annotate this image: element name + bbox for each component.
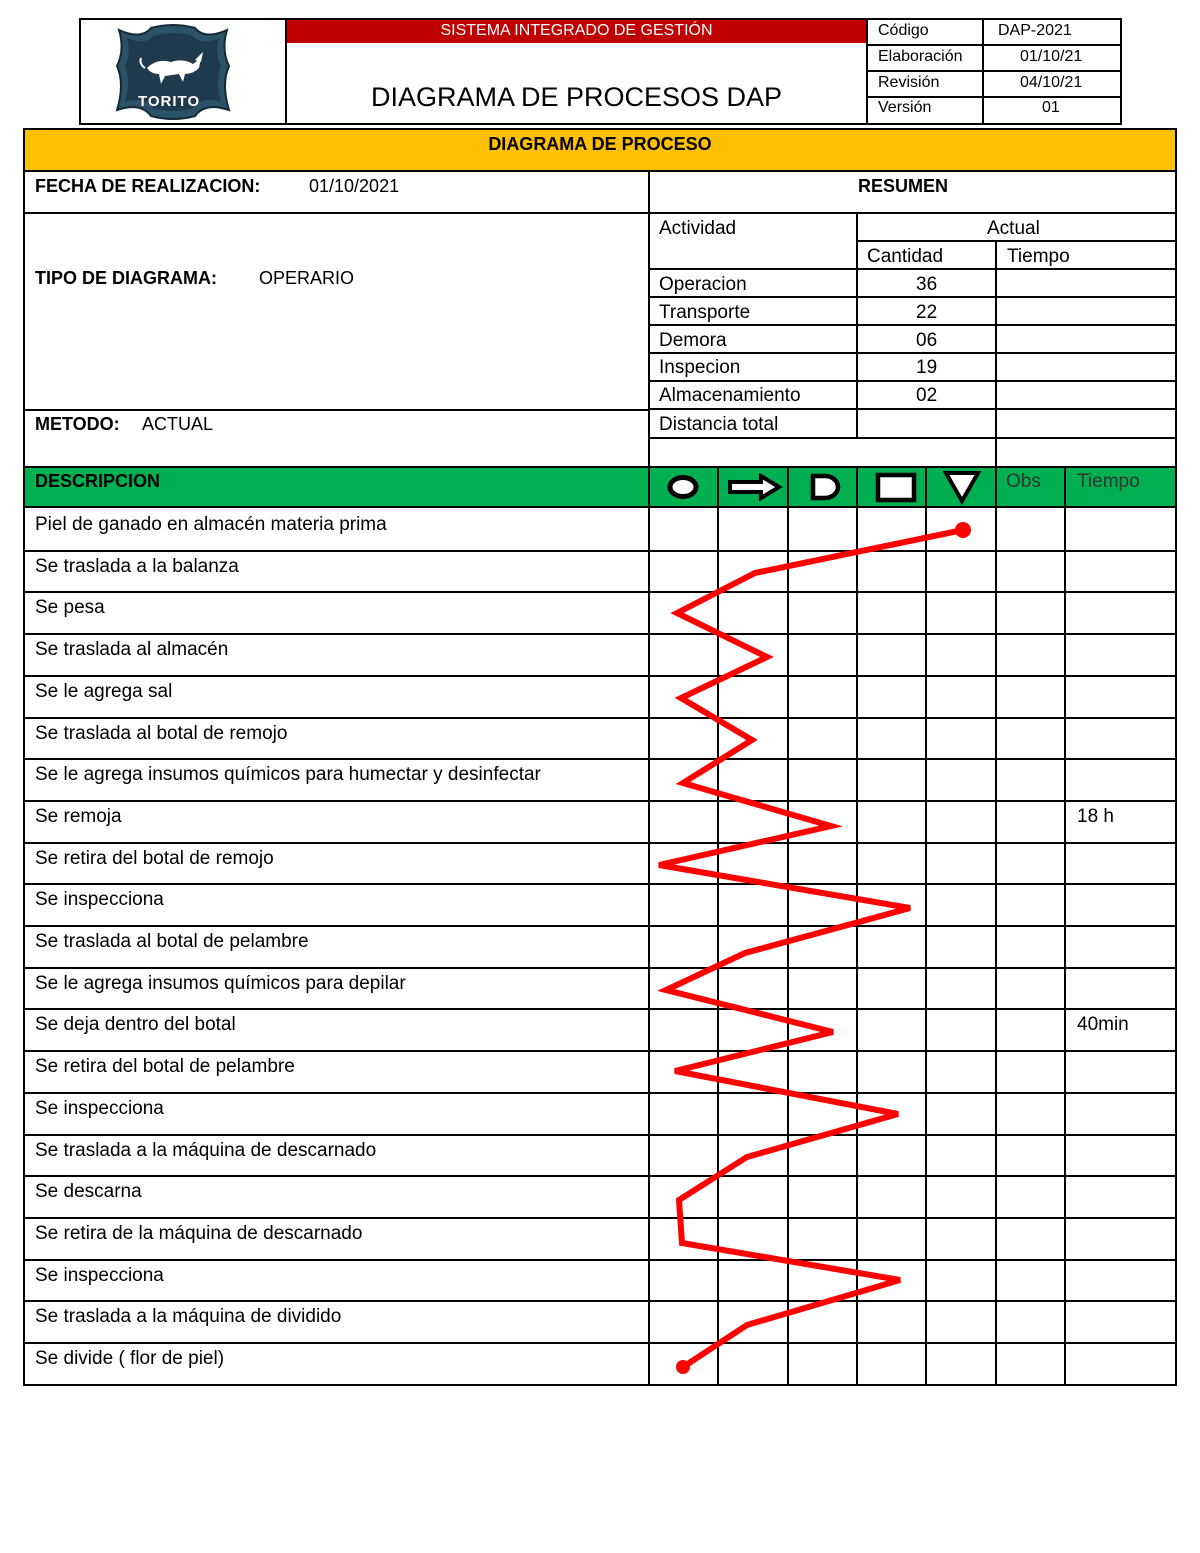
logo-text: TORITO [138, 93, 201, 110]
grid-row-line [23, 1342, 1177, 1344]
resumen-cantidad-transporte: 22 [916, 302, 938, 323]
step-description: Se traslada al almacén [35, 639, 229, 660]
grid-row-line [23, 1175, 1177, 1177]
step-description: Se le agrega sal [35, 681, 173, 702]
section-title: DIAGRAMA DE PROCESO [488, 134, 712, 154]
resumen-cantidad-demora: 06 [916, 330, 938, 351]
grid-row-line [23, 842, 1177, 844]
step-description: Se le agrega insumos químicos para humectar y desinfectar [35, 764, 541, 785]
step-description: Se retira del botal de pelambre [35, 1056, 295, 1077]
step-tiempo: 18 h [1077, 806, 1114, 827]
fecha-value: 01/10/2021 [309, 176, 400, 196]
step-description: Se inspecciona [35, 1265, 164, 1286]
descripcion-header: DESCRIPCION [35, 471, 161, 491]
step-description: Se descarna [35, 1181, 142, 1202]
step-description: Se retira del botal de remojo [35, 848, 274, 869]
meta-codigo-label: Código [878, 22, 929, 39]
flow-polyline [659, 530, 963, 1367]
grid-border-left [23, 508, 25, 1386]
step-description: Piel de ganado en almacén materia prima [35, 514, 387, 535]
meta-version-value: 01 [1042, 99, 1060, 116]
resumen-activity-inspecion: Inspecion [659, 357, 741, 378]
step-description: Se traslada al botal de remojo [35, 723, 288, 744]
grid-row-line [23, 883, 1177, 885]
transport-arrow-icon [727, 473, 783, 501]
metodo-value: ACTUAL [142, 414, 214, 434]
grid-row-line [23, 1092, 1177, 1094]
actividad-header: Actividad [659, 218, 737, 239]
step-description: Se pesa [35, 597, 105, 618]
step-description: Se deja dentro del botal [35, 1014, 236, 1035]
step-description: Se inspecciona [35, 1098, 164, 1119]
cantidad-header: Cantidad [867, 246, 944, 267]
grid-row-line [23, 1050, 1177, 1052]
resumen-activity-operacion: Operacion [659, 274, 747, 295]
fecha-label: FECHA DE REALIZACION: [35, 176, 261, 196]
inspection-square-icon [875, 472, 917, 503]
operation-circle-icon [666, 474, 700, 500]
grid-row-line [23, 675, 1177, 677]
grid-row-line [23, 550, 1177, 552]
grid-row-line [23, 717, 1177, 719]
meta-revision-label: Revisión [878, 74, 940, 91]
meta-codigo-value: DAP-2021 [998, 22, 1072, 39]
obs-header: Obs [1006, 471, 1041, 492]
grid-row-line [23, 925, 1177, 927]
step-description: Se traslada a la máquina de descarnado [35, 1140, 377, 1161]
grid-row-line [23, 1008, 1177, 1010]
step-description: Se le agrega insumos químicos para depilar [35, 973, 406, 994]
step-description: Se retira de la máquina de descarnado [35, 1223, 363, 1244]
resumen-cantidad-operacion: 36 [916, 274, 938, 295]
step-description: Se divide ( flor de piel) [35, 1348, 225, 1369]
tiempo-table-header: Tiempo [1077, 471, 1140, 492]
meta-elaboracion-label: Elaboración [878, 48, 963, 65]
grid-row-line [23, 633, 1177, 635]
resumen-cantidad-almacenamiento: 02 [916, 385, 938, 406]
grid-row-line [23, 758, 1177, 760]
grid-row-line [23, 967, 1177, 969]
distancia-total-label: Distancia total [659, 414, 779, 435]
system-title: SISTEMA INTEGRADO DE GESTIÓN [440, 22, 713, 39]
meta-version-label: Versión [878, 99, 932, 116]
resumen-activity-demora: Demora [659, 330, 727, 351]
meta-elaboracion-value: 01/10/21 [1020, 48, 1083, 65]
tipo-value: OPERARIO [259, 268, 355, 288]
step-description: Se traslada a la máquina de dividido [35, 1306, 342, 1327]
meta-revision-value: 04/10/21 [1020, 74, 1083, 91]
storage-triangle-icon [943, 469, 981, 505]
delay-d-icon [809, 472, 845, 502]
grid-row-line [23, 1259, 1177, 1261]
grid-border-right [1175, 508, 1177, 1386]
grid-row-line [23, 1384, 1177, 1386]
process-header-band [23, 466, 1177, 508]
resumen-cantidad-inspecion: 19 [916, 357, 938, 378]
resumen-activity-transporte: Transporte [659, 302, 751, 323]
resumen-title: RESUMEN [858, 176, 949, 196]
step-description: Se remoja [35, 806, 122, 827]
grid-row-line [23, 800, 1177, 802]
step-description: Se traslada al botal de pelambre [35, 931, 309, 952]
grid-row-line [23, 591, 1177, 593]
step-description: Se inspecciona [35, 889, 164, 910]
resumen-activity-almacenamiento: Almacenamiento [659, 385, 801, 406]
metodo-label: METODO: [35, 414, 120, 434]
flow-end-dot [676, 1360, 690, 1374]
step-description: Se traslada a la balanza [35, 556, 239, 577]
flow-start-dot [955, 522, 971, 538]
step-tiempo: 40min [1077, 1014, 1129, 1035]
document-title: DIAGRAMA DE PROCESOS DAP [370, 82, 783, 112]
grid-row-line [23, 1217, 1177, 1219]
tiempo-resumen-header: Tiempo [1007, 246, 1070, 267]
tipo-label: TIPO DE DIAGRAMA: [35, 268, 217, 288]
grid-row-line [23, 1134, 1177, 1136]
actual-header: Actual [987, 218, 1040, 239]
grid-row-line [23, 1300, 1177, 1302]
